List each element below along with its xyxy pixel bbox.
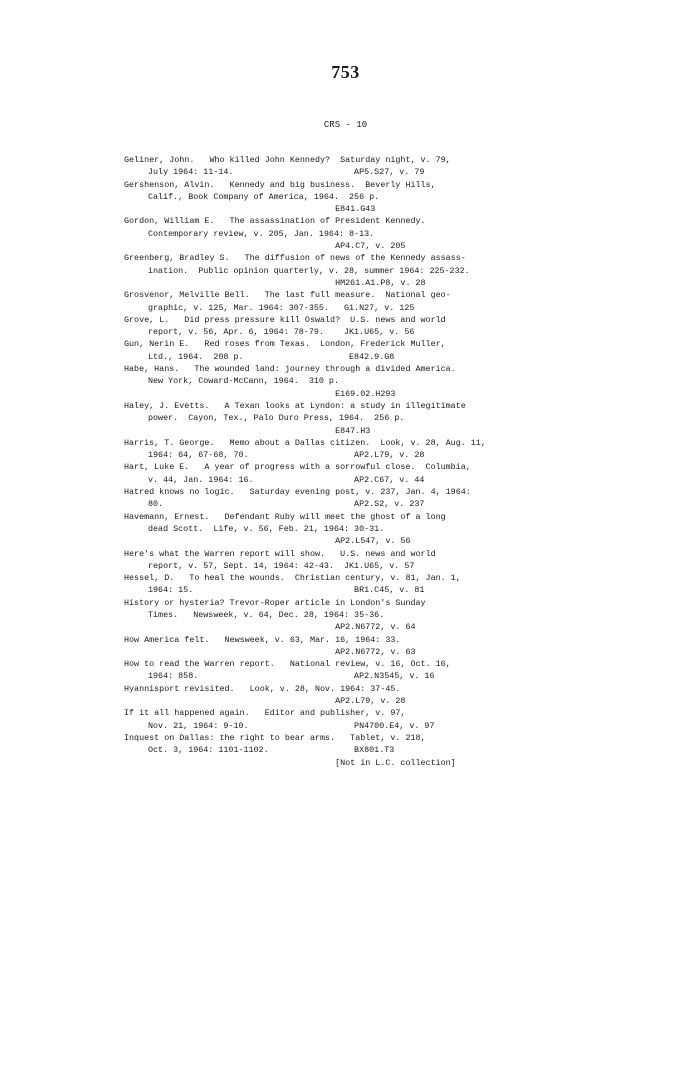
entry-continuation-line: E841.G43 <box>124 204 376 215</box>
bibliography-list <box>124 154 564 769</box>
entry-citation-line: Gun, Nerin E. Red roses from Texas. London, Frederick Muller, <box>124 339 446 350</box>
entry-citation-line: How to read the Warren report. National review, v. 16, Oct. 16, <box>124 659 451 670</box>
entry-continuation-line: July 1964: 11-14. AP5.S27, v. 79 <box>148 167 425 178</box>
entry-continuation-line: Calif., Book Company of America, 1964. 256 p. <box>148 191 380 202</box>
entry-citation-line: Harris, T. George. Memo about a Dallas citizen. Look, v. 28, Aug. 11, <box>124 437 486 448</box>
entry-citation-line: Habe, Hans. The wounded land: journey through a divided America. <box>124 364 456 375</box>
bibliography-entry <box>124 548 564 573</box>
bibliography-entry <box>124 363 564 400</box>
bibliography-entry <box>124 732 564 769</box>
entry-continuation-line: Oct. 3, 1964: 1101-1102. BX801.T3 <box>148 745 395 756</box>
entry-citation-line: Grove, L. Did press pressure kill Oswald? U.S. news and world <box>124 314 446 325</box>
entry-citation-line: How America felt. Newsweek, v. 63, Mar. 16, 1964: 33. <box>124 634 401 645</box>
entry-continuation-line: [Not in L.C. collection] <box>124 757 456 768</box>
bibliography-entry <box>124 707 564 732</box>
bibliography-entry <box>124 252 564 289</box>
entry-citation-line: Hessel, D. To heal the wounds. Christian century, v. 81, Jan. 1, <box>124 573 461 584</box>
entry-continuation-line: AP2.N6772, v. 64 <box>124 622 416 633</box>
entry-citation-line: Havemann, Ernest. Defendant Ruby will meet the ghost of a long <box>124 511 446 522</box>
entry-continuation-line: Times. Newsweek, v. 64, Dec. 28, 1964: 35-36. <box>148 609 385 620</box>
page-number: 753 <box>331 62 360 82</box>
entry-citation-line: Hyannisport revisited. Look, v. 28, Nov. 1964: 37-45. <box>124 683 401 694</box>
entry-continuation-line: E847.H3 <box>124 425 371 436</box>
entry-continuation-line: 1964: 64, 67-68, 70. AP2.L79, v. 28 <box>148 450 425 461</box>
bibliography-entry <box>124 597 564 634</box>
bibliography-entry <box>124 437 564 462</box>
bibliography-entry <box>124 683 564 708</box>
bibliography-entry <box>124 215 564 252</box>
entry-continuation-line: AP4.C7, v. 205 <box>124 241 406 252</box>
entry-continuation-line: report, v. 56, Apr. 6, 1964: 78-79. JK1.U65, v. 56 <box>148 327 415 338</box>
entry-citation-line: Grosvenor, Melville Bell. The last full measure. National geo- <box>124 290 451 301</box>
bibliography-entry <box>124 461 564 486</box>
entry-citation-line: If it all happened again. Editor and publisher, v. 97, <box>124 708 406 719</box>
bibliography-entry <box>124 572 564 597</box>
bibliography-entry <box>124 511 564 548</box>
bibliography-entry <box>124 400 564 437</box>
series-label: CRS - 10 <box>323 120 368 130</box>
entry-continuation-line: E169.02.H293 <box>124 388 396 399</box>
entry-citation-line: Hatred knows no logic. Saturday evening post, v. 237, Jan. 4, 1964: <box>124 487 471 498</box>
bibliography-entry <box>124 179 564 216</box>
entry-continuation-line: power. Cayon, Tex., Palo Duro Press, 1964. 256 p. <box>148 413 405 424</box>
entry-citation-line: Gordon, William E. The assassination of President Kennedy. <box>124 216 426 227</box>
entry-continuation-line: v. 44, Jan. 1964: 16. AP2.C67, v. 44 <box>148 474 425 485</box>
entry-continuation-line: ination. Public opinion quarterly, v. 28, summer 1964: 225-232. <box>148 265 470 276</box>
entry-continuation-line: 1964: 15. BR1.C45, v. 81 <box>148 585 425 596</box>
entry-continuation-line: graphic, v. 125, Mar. 1964: 307-355. G1.N27, v. 125 <box>148 302 415 313</box>
entry-continuation-line: report, v. 57, Sept. 14, 1964: 42-43. JK1.U65, v. 57 <box>148 560 415 571</box>
entry-continuation-line: AP2.N6772, v. 63 <box>124 646 416 657</box>
bibliography-entry <box>124 314 564 339</box>
entry-citation-line: Greenberg, Bradley S. The diffusion of news of the Kennedy assass- <box>124 253 466 264</box>
entry-continuation-line: New York, Coward-McCann, 1964. 310 p. <box>148 376 339 387</box>
bibliography-entry <box>124 154 564 179</box>
entry-continuation-line: Nov. 21, 1964: 9-10. PN4700.E4, v. 97 <box>148 720 435 731</box>
entry-citation-line: Geliner, John. Who killed John Kennedy? Saturday night, v. 79, <box>124 155 451 165</box>
entry-continuation-line: Contemporary review, v. 205, Jan. 1964: 8-13. <box>148 228 375 239</box>
bibliography-entry <box>124 486 564 511</box>
entry-citation-line: Haley, J. Evetts. A Texan looks at Lyndon: a study in illegitimate <box>124 400 466 411</box>
entry-continuation-line: 80. AP2.S2, v. 237 <box>148 499 425 510</box>
entry-citation-line: Here's what the Warren report will show. U.S. news and world <box>124 548 436 559</box>
bibliography-entry <box>124 338 564 363</box>
entry-citation-line: History or hysteria? Trevor-Roper article in London's Sunday <box>124 597 426 608</box>
entry-continuation-line: 1964: 858. AP2.N3545, v. 16 <box>148 671 435 682</box>
entry-continuation-line: Ltd., 1964. 208 p. E842.9.G8 <box>148 351 395 362</box>
entry-citation-line: Gershenson, Alvin. Kennedy and big business. Beverly Hills, <box>124 179 436 190</box>
entry-continuation-line: HM261.A1.P8, v. 28 <box>124 277 426 288</box>
entry-continuation-line: dead Scott. Life, v. 56, Feb. 21, 1964: 30-31. <box>148 523 385 534</box>
bibliography-entry <box>124 289 564 314</box>
entry-continuation-line: AP2.L547, v. 56 <box>124 536 411 547</box>
bibliography-entry <box>124 658 564 683</box>
entry-continuation-line: AP2.L79, v. 28 <box>124 696 406 707</box>
entry-citation-line: Hart, Luke E. A year of progress with a sorrowful close. Columbia, <box>124 462 471 473</box>
bibliography-entry <box>124 634 564 659</box>
entry-citation-line: Inquest on Dallas: the right to bear arms. Tablet, v. 218, <box>124 732 426 743</box>
